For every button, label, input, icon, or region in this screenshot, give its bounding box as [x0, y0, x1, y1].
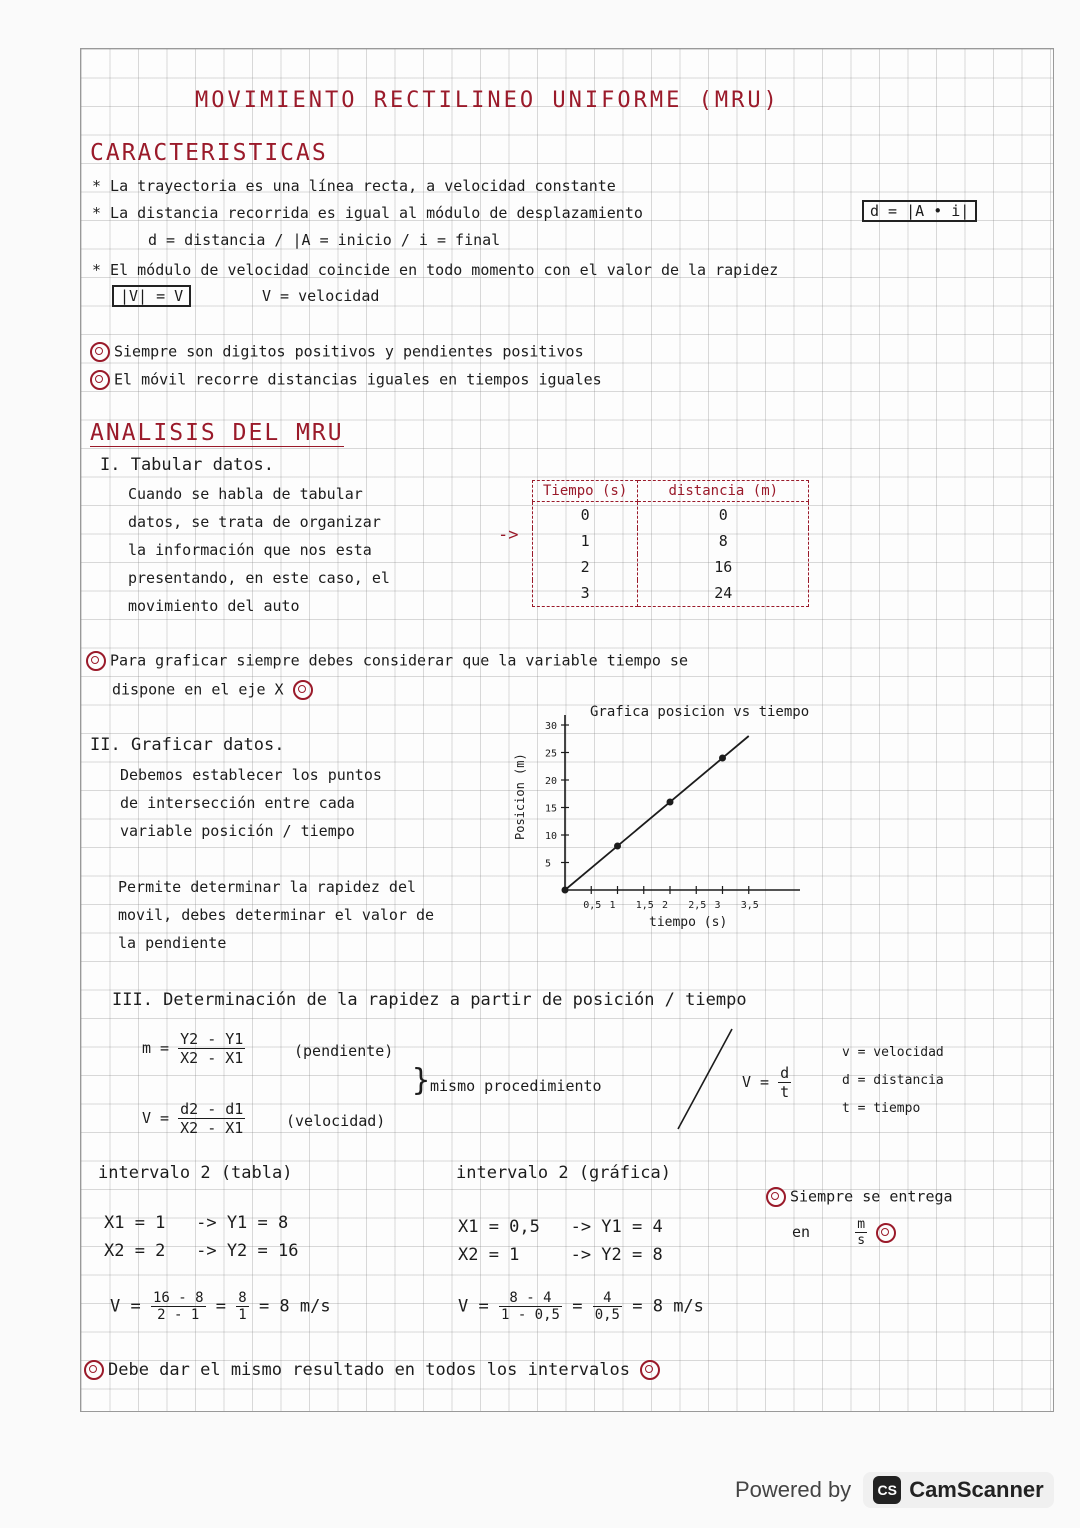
y-tick-label: 25: [545, 748, 558, 760]
x-tick-label: 3,5: [740, 900, 759, 911]
formula-v-den: X2 - X1: [180, 1119, 244, 1137]
siempre-note-1-text: Siempre se entrega: [790, 1187, 953, 1206]
table-cell: 1: [533, 528, 638, 554]
position-time-chart: [510, 700, 810, 930]
siempre-note-2: [792, 1217, 900, 1248]
note-positive: [90, 342, 584, 362]
table-row: [533, 580, 809, 607]
page-title: MOVIMIENTO RECTILINEO UNIFORME (MRU): [195, 88, 780, 113]
formula-m-fraction: [178, 1030, 245, 1067]
table-cell: 3: [533, 580, 638, 607]
calc-right-fraction: [499, 1290, 562, 1323]
calc-left-mid-num: 8: [238, 1290, 247, 1306]
x-tick-label: 0,5: [583, 900, 602, 911]
y-tick-label: 5: [545, 858, 552, 870]
table-header-row: [533, 481, 809, 502]
calc-left-den: 2 - 1: [157, 1307, 200, 1323]
formula-v-label: V =: [142, 1109, 170, 1127]
note-positive-text: Siempre son digitos positivos y pendientes positivos: [114, 342, 584, 361]
step1-text-4: presentando, en este caso, el: [128, 569, 390, 587]
table-cell: 16: [638, 554, 809, 580]
interval-table-calc: V = $\frac{16 - 8}{2 - 1}$ = $\frac{8}{1}$ = 8 m/s: [110, 1290, 331, 1323]
camscanner-logo: [863, 1472, 1054, 1508]
calc-right-mid-num: 4: [593, 1290, 622, 1307]
note-equal-distances: [90, 370, 602, 390]
x-tick-label: 2,5: [688, 900, 707, 911]
table-cell: 8: [638, 528, 809, 554]
data-table: [532, 480, 809, 607]
calc-left-label: V =: [110, 1296, 141, 1317]
x-tick-label: 2: [662, 900, 669, 911]
y-tick-label: 15: [545, 803, 558, 815]
calc-right-label: V =: [458, 1296, 489, 1317]
char-defs-1: d = distancia / |A = inicio / i = final: [148, 231, 501, 249]
y-axis-label: Posicion (m): [513, 753, 527, 840]
target-icon: [90, 342, 110, 362]
formula-m-label: m =: [142, 1039, 170, 1057]
formula-velocity: |V| = V: [112, 285, 191, 307]
unit-fraction: [855, 1217, 867, 1248]
calc-left-mid-den: 1: [238, 1307, 247, 1323]
table-header-distancia: distancia (m): [638, 481, 809, 502]
legend-d: d = distancia: [842, 1073, 944, 1088]
target-icon: [766, 1187, 786, 1207]
target-icon: [876, 1223, 896, 1243]
calc-left-mid-fraction: [236, 1290, 248, 1323]
interval-graph-line-2: X2 = 1 -> Y2 = 8: [458, 1245, 663, 1265]
final-note: [84, 1360, 664, 1380]
step2b-text-2: movil, debes determinar el valor de: [118, 906, 435, 924]
y-tick-label: 20: [545, 776, 558, 787]
final-note-text: Debe dar el mismo resultado en todos los intervalos: [108, 1360, 630, 1380]
formula-vd-label: V =: [742, 1073, 770, 1091]
data-point: [719, 755, 726, 762]
formula-vd-fraction: [778, 1064, 791, 1101]
interval-table-title: intervalo 2 (tabla): [98, 1163, 293, 1183]
data-point: [667, 799, 674, 806]
graph-note: [86, 651, 688, 671]
calc-right-mid-den: 0,5: [594, 1307, 620, 1323]
formula-vd: [742, 1064, 791, 1101]
formula-v-num: d2 - d1: [180, 1100, 244, 1118]
target-icon: [293, 680, 313, 700]
interval-graph-calc: V = $\frac{8 - 4}{1 - 0,5}$ = $\frac{4}{0,5}$ = 8 m/s: [458, 1290, 704, 1323]
step1-text-2: datos, se trata de organizar: [128, 513, 381, 531]
formula-m-den: X2 - X1: [180, 1049, 244, 1067]
camscanner-brand: CamScanner: [909, 1477, 1044, 1502]
y-tick-label: 30: [545, 721, 558, 732]
step2-text-1: Debemos establecer los puntos: [120, 766, 382, 784]
x-tick-label: 1: [609, 900, 616, 911]
section-heading-caracteristicas: CARACTERISTICAS: [90, 140, 328, 166]
x-axis-label: tiempo (s): [649, 915, 728, 930]
step3-title: III. Determinación de la rapidez a partir de posición / tiempo: [112, 990, 747, 1010]
table-row: [533, 528, 809, 554]
graph-note-2-text: dispone en el eje X: [112, 680, 284, 699]
formula-m: [142, 1030, 245, 1067]
graph-note-text: Para graficar siempre debes considerar que la variable tiempo se: [110, 651, 688, 670]
interval-graph-line-1: X1 = 0,5 -> Y1 = 4: [458, 1217, 663, 1237]
step1-text-5: movimiento del auto: [128, 597, 300, 615]
siempre-note-2-text: en: [792, 1223, 811, 1241]
target-icon: [84, 1360, 104, 1380]
arrow-to-table: ->: [498, 525, 519, 545]
formula-m-num: Y2 - Y1: [180, 1030, 244, 1048]
table-cell: 0: [638, 502, 809, 529]
note-equal-distances-text: El móvil recorre distancias iguales en tiempos iguales: [114, 370, 602, 389]
step1-text-3: la información que nos esta: [128, 541, 372, 559]
target-icon: [90, 370, 110, 390]
calc-right-den: 1 - 0,5: [500, 1307, 560, 1323]
char-line-1: * La trayectoria es una línea recta, a velocidad constante: [92, 177, 616, 195]
interval-table-line-1: X1 = 1 -> Y1 = 8: [104, 1213, 289, 1233]
camscanner-icon: CS: [873, 1476, 901, 1504]
formula-v: [142, 1100, 245, 1137]
target-icon: [640, 1360, 660, 1380]
table-row: [533, 554, 809, 580]
unit-num: m: [857, 1217, 866, 1232]
step1-text-1: Cuando se habla de tabular: [128, 485, 363, 503]
calc-right-num: 8 - 4: [499, 1290, 562, 1307]
table-cell: 24: [638, 580, 809, 607]
section-heading-analisis: ANALISIS DEL MRU: [90, 420, 344, 446]
step2-text-3: variable posición / tiempo: [120, 822, 355, 840]
formula-vd-den: t: [780, 1083, 790, 1101]
x-tick-label: 3: [714, 900, 721, 911]
char-line-2: * La distancia recorrida es igual al módulo de desplazamiento: [92, 204, 643, 222]
step2b-text-3: la pendiente: [118, 934, 227, 952]
powered-by-text: Powered by: [735, 1477, 852, 1502]
char-defs-2: V = velocidad: [262, 287, 380, 305]
pendiente-label: (pendiente): [294, 1042, 394, 1060]
unit-den: s: [857, 1233, 866, 1248]
calc-left-fraction: [151, 1290, 206, 1323]
step2b-text-1: Permite determinar la rapidez del: [118, 878, 417, 896]
interval-graph-title: intervalo 2 (gráfica): [456, 1163, 671, 1183]
slash-divider: [670, 1025, 740, 1135]
table-row: [533, 502, 809, 529]
calc-left-result: = 8 m/s: [258, 1296, 331, 1317]
step1-title: I. Tabular datos.: [100, 455, 274, 475]
formula-distance: d = |A • i|: [862, 200, 977, 222]
char-line-3: * El módulo de velocidad coincide en todo momento con el valor de la rapidez: [92, 261, 779, 279]
camscanner-footer: [735, 1470, 1054, 1510]
same-procedure: mismo procedimiento: [430, 1077, 602, 1095]
legend-t: t = tiempo: [842, 1101, 921, 1116]
calc-left-num: 16 - 8: [152, 1290, 204, 1306]
graph-note-2: [112, 680, 317, 700]
step2-text-2: de intersección entre cada: [120, 794, 355, 812]
legend-v: v = velocidad: [842, 1045, 944, 1060]
table-cell: 0: [533, 502, 638, 529]
interval-table-line-2: X2 = 2 -> Y2 = 16: [104, 1241, 299, 1261]
data-point: [562, 887, 569, 894]
x-tick-label: 1,5: [635, 900, 654, 911]
calc-right-mid-fraction: [593, 1290, 622, 1323]
calc-right-result: = 8 m/s: [632, 1296, 704, 1317]
data-point: [614, 843, 621, 850]
siempre-note-1: [766, 1187, 953, 1207]
target-icon: [86, 651, 106, 671]
velocidad-label: (velocidad): [286, 1112, 386, 1130]
y-tick-label: 10: [545, 831, 558, 842]
formula-vd-num: d: [780, 1064, 790, 1082]
table-header-tiempo: Tiempo (s): [533, 481, 638, 502]
table-cell: 2: [533, 554, 638, 580]
chart-title: Grafica posicion vs tiempo: [590, 704, 810, 720]
formula-v-fraction: [178, 1100, 245, 1137]
step2-title: II. Graficar datos.: [90, 735, 285, 755]
brace: }: [412, 1063, 431, 1098]
